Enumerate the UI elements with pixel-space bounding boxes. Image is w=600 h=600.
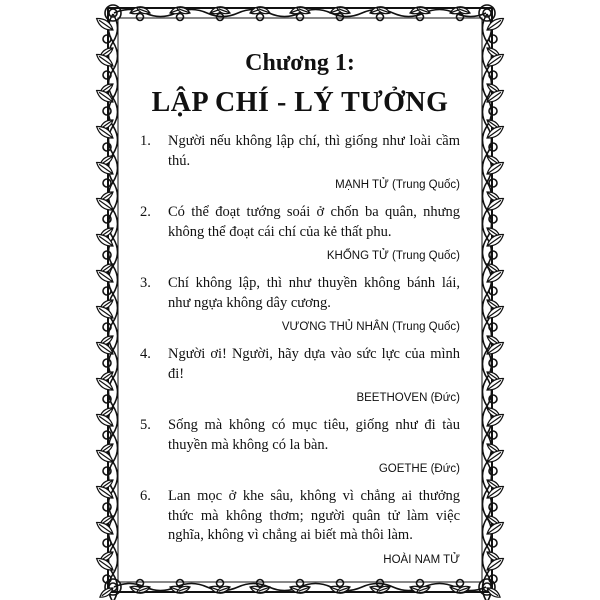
quote-item [140,203,460,264]
quote-text: Sống mà không có mục tiêu, giống như đi tàu thuyền mà không có la bàn. [168,417,460,453]
quote-item [140,416,460,477]
quote-item [140,274,460,335]
quote-author: BEETHOVEN (Đức) [356,392,460,404]
chapter-heading: Chương 1: [245,50,355,76]
page-content [140,38,460,578]
quote-number: 2. [140,204,151,220]
quote-text: Người ơi! Người, hãy dựa vào sức lực của mình đi! [168,346,460,382]
quote-text: Chí không lập, thì như thuyền không bánh lái, như ngựa không dây cương. [168,275,460,311]
quote-text: Người nếu không lập chí, thì giống như loài cầm thú. [168,133,460,169]
quote-number: 4. [140,346,151,362]
quote-text: Có thể đoạt tướng soái ở chốn ba quân, nhưng không thể đoạt cái chí của kẻ thất phu. [168,204,460,240]
quote-number: 6. [140,488,151,504]
quote-item [140,345,460,406]
quote-number: 5. [140,417,151,433]
quote-author: KHỔNG TỬ (Trung Quốc) [326,250,460,262]
quote-item [140,132,460,193]
quote-number: 1. [140,133,151,149]
quote-item [140,487,460,568]
quote-author: MẠNH TỬ (Trung Quốc) [335,179,460,191]
quote-author: VƯƠNG THỦ NHÂN (Trung Quốc) [281,321,460,333]
quote-number: 3. [140,275,151,291]
quote-author: HOÀI NAM TỬ [383,553,460,566]
quote-author: GOETHE (Đức) [378,463,460,475]
quote-text: Lan mọc ở khe sâu, không vì chẳng ai thưởng thức mà không thơm; người quân tử làm việc nghĩa, không vì chẳng ai biết mà thôi làm. [168,488,460,543]
chapter-title: LẬP CHÍ - LÝ TƯỞNG [151,87,449,118]
